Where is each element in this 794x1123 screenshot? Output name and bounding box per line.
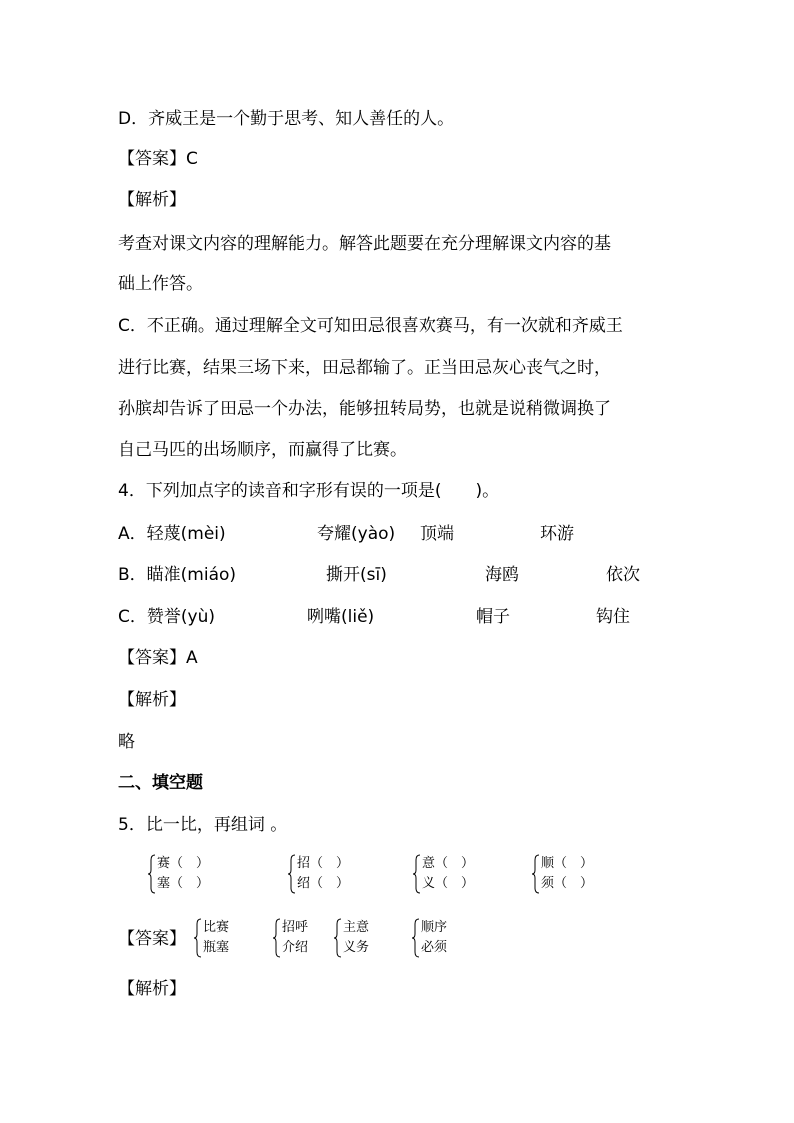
brace-icon [288, 854, 296, 894]
option-a-word4: 环游 [540, 524, 574, 544]
analysis-label: 【解析】 [118, 690, 186, 710]
brace-icon [194, 918, 202, 958]
compare-group [413, 854, 493, 894]
answer-group [334, 918, 394, 958]
brace-icon [273, 918, 281, 958]
option-c-word3: 帽子 [476, 607, 510, 627]
option-c-word1: C．赞誉(yù) [118, 607, 215, 627]
answer-word-top: 招呼 [282, 920, 309, 935]
compare-char-top: 意（ ） [422, 856, 475, 871]
answer-group [412, 918, 472, 958]
option-c-word4: 钩住 [596, 607, 630, 627]
question-5: 5．比一比，再组词 。 [118, 815, 288, 835]
answer-word-bottom: 必须 [421, 940, 448, 955]
compare-char-bottom: 绍（ ） [297, 876, 350, 891]
compare-group [532, 854, 612, 894]
answer-group [273, 918, 333, 958]
answer-word-top: 主意 [343, 920, 370, 935]
answer-group [194, 918, 254, 958]
brace-icon [148, 854, 156, 894]
answer-label: 【答案】 [118, 929, 186, 949]
answer-word-bottom: 介绍 [282, 940, 309, 955]
compare-char-bottom: 义（ ） [422, 876, 475, 891]
compare-char-top: 顺（ ） [541, 856, 594, 871]
analysis-paragraph-line: 自己马匹的出场顺序，而赢得了比赛。 [118, 440, 407, 460]
answer-word-bottom: 瓶塞 [203, 940, 230, 955]
compare-char-bottom: 塞（ ） [157, 876, 210, 891]
option-c-word2: 咧嘴(liě) [307, 607, 375, 627]
analysis-paragraph-line: 进行比赛，结果三场下来，田忌都输了。正当田忌灰心丧气之时， [118, 358, 611, 378]
analysis-label: 【解析】 [118, 979, 186, 999]
answer-word-top: 顺序 [421, 920, 448, 935]
option-a-word3: 顶端 [420, 524, 454, 544]
brace-icon [532, 854, 540, 894]
analysis-paragraph-line: C．不正确。通过理解全文可知田忌很喜欢赛马，有一次就和齐威王 [118, 316, 623, 336]
question-4: 4．下列加点字的读音和字形有误的一项是( )。 [118, 481, 500, 501]
answer-label: 【答案】A [118, 648, 198, 668]
section-heading: 二、填空题 [118, 773, 203, 793]
analysis-paragraph-line: 孙膑却告诉了田忌一个办法，能够扭转局势，也就是说稍微调换了 [118, 399, 611, 419]
answer-word-top: 比赛 [203, 920, 230, 935]
compare-char-top: 招（ ） [297, 856, 350, 871]
option-b-word3: 海鸥 [485, 565, 519, 585]
option-b-word2: 撕开(sī) [326, 565, 387, 585]
compare-group [288, 854, 368, 894]
analysis-paragraph-line: 础上作答。 [118, 274, 203, 294]
compare-char-top: 赛（ ） [157, 856, 210, 871]
option-b-word4: 依次 [606, 565, 640, 585]
option-b-word1: B．瞄准(miáo) [118, 565, 237, 585]
option-d-text: D．齐威王是一个勤于思考、知人善任的人。 [118, 109, 455, 129]
option-a-word2: 夸耀(yào) [317, 524, 396, 544]
answer-word-bottom: 义务 [343, 940, 370, 955]
analysis-text: 略 [118, 732, 135, 752]
compare-char-bottom: 须（ ） [541, 876, 594, 891]
brace-icon [413, 854, 421, 894]
brace-icon [412, 918, 420, 958]
analysis-label: 【解析】 [118, 190, 186, 210]
compare-group [148, 854, 228, 894]
brace-icon [334, 918, 342, 958]
option-a-word1: A．轻蔑(mèi) [118, 524, 226, 544]
answer-label: 【答案】C [118, 149, 198, 169]
analysis-paragraph-line: 考查对课文内容的理解能力。解答此题要在充分理解课文内容的基 [118, 234, 611, 254]
